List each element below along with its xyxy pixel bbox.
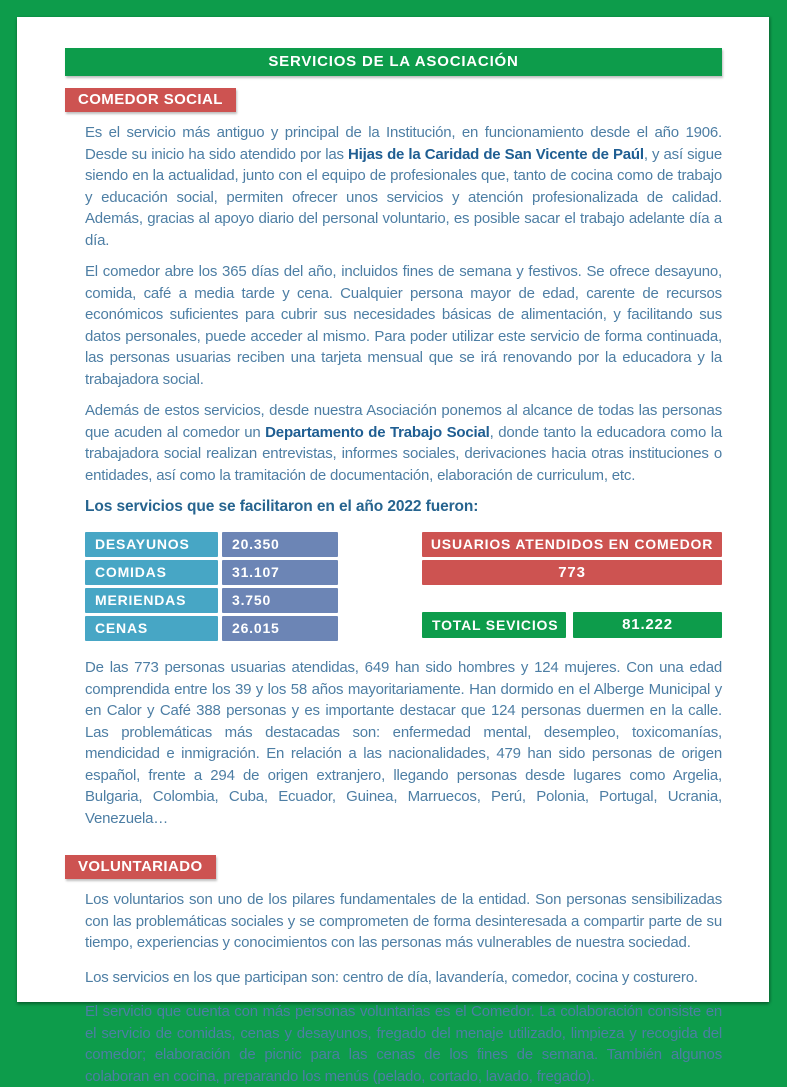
bold-phrase-departamento-trabajo-social: Departamento de Trabajo Social: [265, 423, 490, 441]
paragraph-usuarios-estadisticas: De las 773 personas usuarias atendidas, 649 han sido hombres y 124 mujeres. Con una edad comprendida entre los 39 y los 58 años mayoritariamente. Han dormido en el Alberge Municipal y en Calor y Café 388 personas y es importante destacar que 124 personas duermen en la calle. Las problemáticas más destacadas son: enfermedad mental, desempleo, toxicomanías, mendicidad e inmigración. En relación a las nacionalidades, 479 han sido personas de origen español, frente a 294 de origen extranjero, llegando personas desde lugares como Argelia, Bulgaria, Colombia, Cuba, Ecuador, Guinea, Marruecos, Perú, Polonia, Portugal, Ucrania, Venezuela…: [85, 659, 722, 827]
page-title: SERVICIOS DE LA ASOCIACIÓN: [268, 53, 519, 70]
section-banner-voluntariado: [65, 855, 216, 879]
service-label-cell: CENAS: [85, 616, 218, 641]
section-title: VOLUNTARIADO: [78, 858, 203, 875]
section-banner-comedor-social: [65, 88, 236, 112]
statistics-tables: [85, 532, 722, 644]
usuarios-header-cell: USUARIOS ATENDIDOS EN COMEDOR: [422, 532, 722, 557]
service-value-cell: 31.107: [222, 560, 338, 585]
total-label-cell: TOTAL SEVICIOS: [422, 612, 566, 638]
paragraph-comedor-funcionamiento: El comedor abre los 365 días del año, incluidos fines de semana y festivos. Se ofrece desayuno, comida, café a media tarde y cena. Cualquier persona mayor de edad, carente de recursos económicos suficientes para cubrir sus necesidades básicas de alimentación, y facilitando sus datos personales, puede acceder al mismo. Para poder utilizar este servicio de forma continuada, las personas usuarias reciben una tarjeta mensual que se irá renovando por la educadora y la trabajadora social.: [85, 263, 722, 388]
services-2022-heading: Los servicios que se facilitaron en el año 2022 fueron:: [85, 498, 479, 515]
service-value-cell: 26.015: [222, 616, 338, 641]
table-row: [85, 560, 338, 585]
page-title-banner: [65, 48, 722, 76]
section-title: COMEDOR SOCIAL: [78, 91, 223, 108]
table-row: [85, 616, 338, 641]
page-content: [17, 17, 769, 1087]
service-value-cell: 3.750: [222, 588, 338, 613]
paragraph-voluntarios-servicios: Los servicios en los que participan son: centro de día, lavandería, comedor, cocina y costurero.: [85, 968, 698, 986]
paragraph-comedor-intro: [85, 122, 722, 251]
paragraph-text: , y así sigue siendo en la actualidad, junto con el equipo de profesionales que, tanto de cocina como de trabajo y educación social, permiten ofrecer unos servicios y atención profesionalizada de calidad. Además, gracias al apoyo diario del personal voluntario, es posible sacar el trabajo adelante día a día.: [85, 145, 722, 249]
bold-phrase-hijas-caridad: Hijas de la Caridad de San Vicente de Paúl: [348, 145, 644, 163]
table-row: [85, 588, 338, 613]
service-label-cell: DESAYUNOS: [85, 532, 218, 557]
document-page: [17, 17, 769, 1085]
service-label-cell: COMIDAS: [85, 560, 218, 585]
paragraph-voluntarios-comedor: El servicio que cuenta con más personas voluntarias es el Comedor. La colaboración consiste en el servicio de comidas, cenas y desayunos, fregado del menaje utilizado, limpieza y recogida del comedor; elaboración de picnic para las cenas de los fines de semana. También algunos colaboran en cocina, preparando los menús (pelado, cortado, lavado, fregado).: [85, 1003, 722, 1085]
table-row: [85, 532, 338, 557]
paragraph-voluntarios-intro: Los voluntarios son uno de los pilares fundamentales de la entidad. Son personas sensibilizadas con las problemáticas sociales y se comprometen de forma desinteresada a compartir parte de su tiempo, experiencias y conocimientos con las personas más vulnerables de nuestra sociedad.: [85, 891, 722, 951]
paragraph-text: Además de estos servicios, desde nuestra Asociación ponemos al alcance de todas las personas que acuden al comedor un: [85, 402, 722, 441]
total-value-cell: 81.222: [573, 612, 722, 638]
total-servicios-row: [422, 612, 722, 638]
service-value-cell: 20.350: [222, 532, 338, 557]
paragraph-text: Es el servicio más antiguo y principal de la Institución, en funcionamiento desde el año 1906. Desde su inicio ha sido atendido por las: [85, 124, 722, 163]
services-table: [85, 532, 338, 644]
paragraph-text: , donde tanto la educadora como la trabajadora social realizan entrevistas, informes sociales, derivaciones hacia otras instituciones o entidades, así como la tramitación de documentación, elaboración de curriculum, etc.: [85, 423, 722, 484]
service-label-cell: MERIENDAS: [85, 588, 218, 613]
paragraph-trabajo-social: [85, 400, 722, 486]
usuarios-value-cell: 773: [422, 560, 722, 585]
usuarios-total-tables: [422, 532, 722, 644]
